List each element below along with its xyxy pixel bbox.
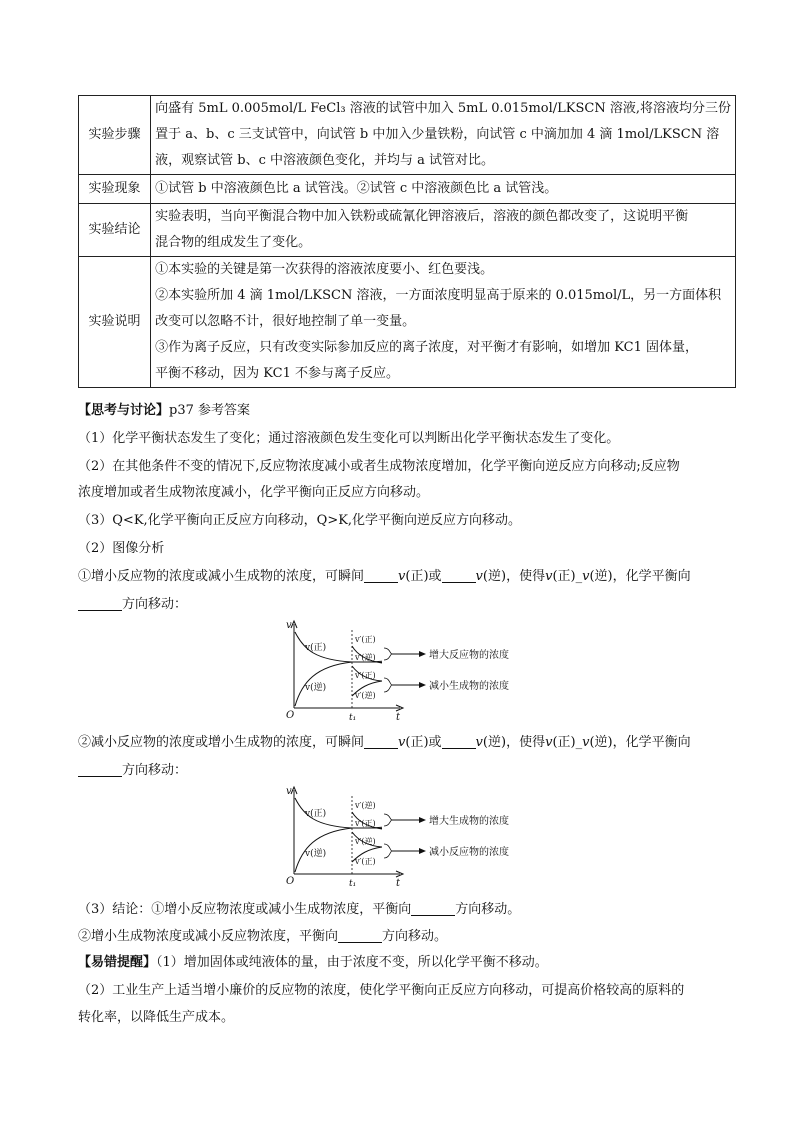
row-content-line: 置于 a、b、c 三支试管中，向试管 b 中加入少量铁粉，向试管 c 中滴加加 4 滴 1mol/LKSCN 溶 <box>155 127 720 142</box>
row-content-line: ①本实验的关键是第一次获得的溶液浓度要小、红色要浅。 <box>155 262 494 277</box>
row-content <box>151 257 736 388</box>
note-bottom: 减小生成物的浓度 <box>429 681 509 692</box>
discussion-answer-2-line-2: 浓度增加或者生成物浓度减小，化学平衡向正反应方向移动。 <box>78 485 430 500</box>
arrow-bottom-head <box>419 848 426 854</box>
right-rate-label-1: v′(逆) <box>355 801 376 810</box>
discussion-heading-rest: p37 参考答案 <box>169 403 251 418</box>
t1-label: t₁ <box>349 713 357 722</box>
rate-symbol: v <box>582 569 590 584</box>
graph-item-2-text: ②减小反应物的浓度或增小生成物的浓度，可瞬间 <box>78 735 365 750</box>
answer-blank <box>78 762 122 777</box>
tip-line-1 <box>78 951 548 970</box>
brace-bottom <box>384 678 392 692</box>
rate-subscript: (逆) <box>589 569 613 584</box>
answer-blank <box>78 596 122 611</box>
table-row <box>79 96 736 175</box>
brace-bottom <box>384 844 392 858</box>
rate-subscript: (正) <box>405 569 429 584</box>
conclusion-line-2 <box>78 925 447 944</box>
rate-subscript: (正)_ <box>552 569 583 584</box>
row-content <box>151 96 736 175</box>
discussion-heading: 【思考与讨论】 <box>78 403 170 418</box>
conclusion-line-1 <box>78 898 520 917</box>
brace-top <box>384 648 392 660</box>
reverse-rate-label: v(逆) <box>305 849 327 859</box>
rate-symbol: v <box>398 735 406 750</box>
conclusion-1-end: 方向移动。 <box>455 902 521 917</box>
discussion-heading-line <box>78 399 250 418</box>
y-axis-label: v <box>286 620 292 631</box>
rate-subscript: (正)_ <box>552 735 583 750</box>
right-rate-label-4: v′(正) <box>355 857 376 866</box>
arrow-top-head <box>419 817 426 823</box>
discussion-answer-3: （3）Q<K,化学平衡向正反应方向移动，Q>K,化学平衡向逆反应方向移动。 <box>78 513 522 528</box>
rate-symbol: v <box>475 569 483 584</box>
experiment-table <box>78 95 736 388</box>
row-content-line: 向盛有 5mL 0.005mol/L FeCl₃ 溶液的试管中加入 5mL 0.015mol/LKSCN 溶液,将溶液均分三份 <box>155 101 731 116</box>
origin-label: O <box>286 710 295 721</box>
rate-subscript: (逆) <box>482 735 507 750</box>
graph-item-1-text: ①增小反应物的浓度或减小生成物的浓度，可瞬间 <box>78 569 365 584</box>
graph-item-2-line-1 <box>78 731 691 750</box>
answer-blank <box>338 928 382 943</box>
right-rate-label-2: v′(正) <box>355 819 376 828</box>
arrow-top-head <box>419 651 426 657</box>
row-content-line: ①试管 b 中溶液颜色比 a 试管浅。②试管 c 中溶液颜色比 a 试管浅。 <box>155 181 558 196</box>
answer-blank <box>411 901 455 916</box>
rate-symbol: v <box>398 569 406 584</box>
y-axis-label: v <box>286 786 292 797</box>
connector-text: 或 <box>428 735 442 750</box>
graph-item-1-line-1 <box>78 565 691 584</box>
discussion-answer-2-line-1: （2）在其他条件不变的情况下,反应物浓度减小或者生成物浓度增加，化学平衡向逆反应方向移动;反应物 <box>78 459 680 474</box>
conclusion-2-text: ②增小生成物浓度或减小反应物浓度，平衡向 <box>78 929 339 944</box>
answer-blank <box>442 568 476 583</box>
connector-text: ，使得 <box>506 569 546 584</box>
right-rate-label-2: v′(逆) <box>355 653 376 662</box>
forward-rate-label: v(正) <box>305 643 327 653</box>
graph-item-2-tail: 方向移动： <box>122 763 188 778</box>
right-rate-label-3: v′(逆) <box>355 837 376 846</box>
row-content-line: 实验表明，当向平衡混合物中加入铁粉或硫氰化钾溶液后，溶液的颜色都改变了，这说明平衡 <box>155 209 689 224</box>
x-axis-label: t <box>396 878 401 888</box>
rate-symbol: v <box>545 569 553 584</box>
brace-top <box>384 814 392 826</box>
row-content-line: ③作为离子反应，只有改变实际参加反应的离子浓度，对平衡才有影响，如增加 KC1 固体量， <box>155 340 698 355</box>
answer-blank <box>364 568 398 583</box>
note-bottom: 减小反应物的浓度 <box>429 847 509 858</box>
tip-item-2-line-2: 转化率，以降低生产成本。 <box>78 1010 235 1025</box>
right-rate-label-3: v′(正) <box>355 671 376 680</box>
connector-text: ，化学平衡向 <box>612 569 691 584</box>
row-label: 实验结论 <box>79 204 151 257</box>
row-content-line: 液，观察试管 b、c 中溶液颜色变化，并均与 a 试管对比。 <box>155 153 495 168</box>
arrow-bottom-head <box>419 682 426 688</box>
conclusion-1-text: （3）结论：①增小反应物浓度或减小生成物浓度，平衡向 <box>78 902 412 917</box>
rate-symbol: v <box>545 735 553 750</box>
connector-text: ，化学平衡向 <box>612 735 691 750</box>
forward-rate-label: v(正) <box>305 809 327 819</box>
row-label: 实验现象 <box>79 175 151 204</box>
rate-time-graph-2 <box>282 784 522 888</box>
row-content-line: 改变可以忽略不计，很好地控制了单一变量。 <box>155 314 416 329</box>
rate-time-graph-1 <box>282 618 522 722</box>
right-rate-label-1: v′(正) <box>355 635 376 644</box>
right-rate-label-4: v′(逆) <box>355 691 376 700</box>
origin-label: O <box>286 876 295 887</box>
graph-item-2-line-2 <box>78 759 187 778</box>
tip-item-2-line-1: （2）工业生产上适当增小廉价的反应物的浓度，使化学平衡向正反应方向移动，可提高价格较高的原料的 <box>78 983 685 998</box>
row-content <box>151 204 736 257</box>
graph-analysis-heading: （2）图像分析 <box>78 541 165 556</box>
rate-symbol: v <box>582 735 590 750</box>
rate-subscript: (逆) <box>589 735 613 750</box>
tip-item-1: （1）增加固体或纯液体的量，由于浓度不变，所以化学平衡不移动。 <box>156 955 548 970</box>
row-content-line: 混合物的组成发生了变化。 <box>155 235 312 250</box>
table-row <box>79 175 736 204</box>
row-content <box>151 175 736 204</box>
row-content-line: 平衡不移动，因为 KC1 不参与离子反应。 <box>155 366 399 381</box>
graph-item-1-tail: 方向移动： <box>122 597 188 612</box>
rate-symbol: v <box>475 735 483 750</box>
row-label: 实验步骤 <box>79 96 151 175</box>
graph-item-1-line-2 <box>78 593 187 612</box>
tip-heading: 【易错提醒】 <box>78 955 157 970</box>
rate-subscript: (逆) <box>482 569 507 584</box>
t1-label: t₁ <box>349 879 357 888</box>
reverse-rate-label: v(逆) <box>305 683 327 693</box>
note-top: 增大反应物的浓度 <box>429 650 509 661</box>
row-label: 实验说明 <box>79 257 151 388</box>
conclusion-2-end: 方向移动。 <box>382 929 448 944</box>
connector-text: ，使得 <box>506 735 546 750</box>
table-row <box>79 257 736 388</box>
connector-text: 或 <box>428 569 442 584</box>
answer-blank <box>442 734 476 749</box>
answer-blank <box>364 734 398 749</box>
discussion-answer-1: （1）化学平衡状态发生了变化；通过溶液颜色发生变化可以判断出化学平衡状态发生了变化。 <box>78 431 620 446</box>
note-top: 增大生成物的浓度 <box>429 816 509 827</box>
table-row <box>79 204 736 257</box>
rate-subscript: (正) <box>405 735 429 750</box>
x-axis-label: t <box>396 712 401 722</box>
row-content-line: ②本实验所加 4 滴 1mol/LKSCN 溶液，一方面浓度明显高于原来的 0.015mol/L，另一方面体积 <box>155 288 722 303</box>
